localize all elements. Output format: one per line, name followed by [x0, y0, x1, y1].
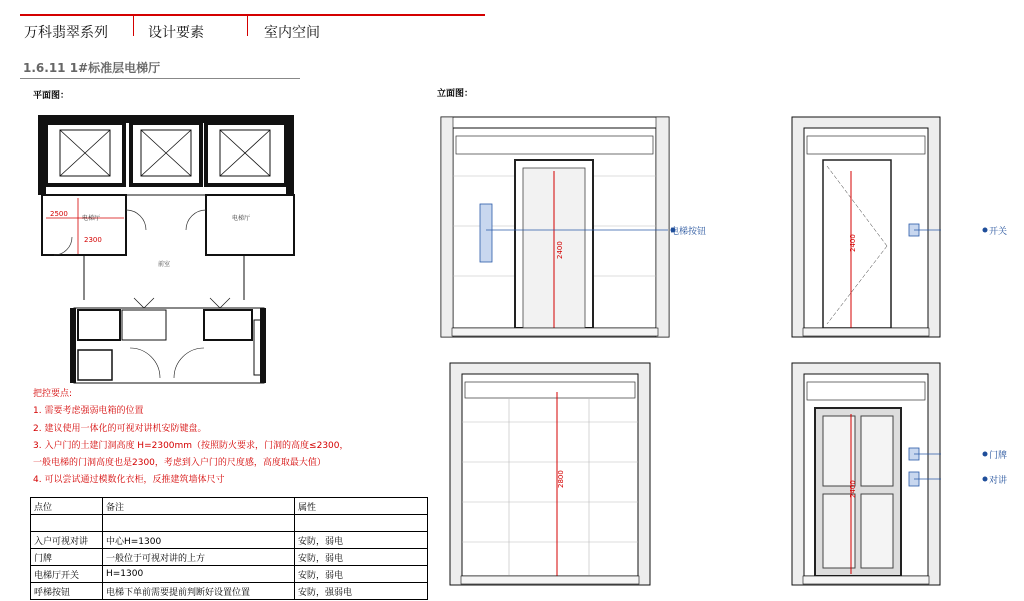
nav-item-series[interactable]: 万科翡翠系列	[24, 25, 108, 41]
plan-room-left: 电梯厅	[82, 215, 101, 222]
table-header: 点位	[31, 498, 103, 515]
callout-switch: 开关	[989, 227, 1008, 237]
plan-room-center: 前室	[158, 261, 171, 268]
note-item: 1. 需要考虑强弱电箱的位置	[33, 406, 144, 417]
callout-elevator-button: 电梯按钮	[670, 227, 707, 237]
section-title: 1.6.11 1#标准层电梯厅	[23, 61, 161, 75]
table-cell: 安防，弱电	[295, 549, 428, 566]
elevation-label: 立面图：	[437, 89, 474, 99]
control-notes	[33, 386, 349, 490]
plan-room-right: 电梯厅	[232, 215, 251, 222]
callout-intercom: 对讲	[989, 476, 1008, 486]
table-row	[31, 566, 428, 583]
elev-a-height: 2400	[556, 241, 564, 259]
callout-dot	[982, 472, 988, 486]
nav-divider	[247, 16, 248, 36]
points-table	[30, 497, 428, 600]
table-cell: 一般位于可视对讲的上方	[103, 549, 295, 566]
floor-plan-drawing	[34, 110, 304, 385]
elev-c-height: 2800	[557, 470, 565, 488]
table-header: 备注	[103, 498, 295, 515]
table-cell: 电梯下单前需要提前判断好设置位置	[103, 583, 295, 600]
elevation-d-drawing	[791, 362, 941, 587]
table-cell: 呼梯按钮	[31, 583, 103, 600]
plan-dim-width: 2500	[50, 210, 68, 218]
header-rule	[20, 14, 485, 16]
table-cell: 门牌	[31, 549, 103, 566]
callout-door-plate: 门牌	[989, 451, 1008, 461]
elev-d-height: 2400	[849, 480, 857, 498]
callout-dot	[982, 223, 988, 237]
nav-item-design-elements[interactable]: 设计要素	[148, 25, 204, 41]
plan-label: 平面图：	[33, 91, 70, 101]
plan-dim-depth: 2300	[84, 236, 102, 244]
table-row	[31, 532, 428, 549]
table-row	[31, 549, 428, 566]
table-cell: 电梯厅开关	[31, 566, 103, 583]
elevation-b-drawing	[791, 116, 941, 338]
table-header-row	[31, 498, 428, 515]
table-cell: 中心H=1300	[103, 532, 295, 549]
table-cell: 安防，弱电	[295, 566, 428, 583]
elevation-c-drawing	[449, 362, 651, 587]
note-item: 3. 入户门的土建门洞高度 H=2300mm（按照防火要求，门洞的高度≤2300，	[33, 440, 349, 451]
table-cell: 安防，强弱电	[295, 583, 428, 600]
elevation-a-drawing	[440, 116, 670, 338]
table-row	[31, 583, 428, 600]
table-row	[31, 515, 428, 532]
nav-item-interior-space[interactable]: 室内空间	[264, 25, 320, 41]
note-item: 2. 建议使用一体化的可视对讲机安防键盘。	[33, 423, 207, 434]
notes-title: 把控要点:	[33, 389, 73, 399]
table-header: 属性	[295, 498, 428, 515]
note-item: 4. 可以尝试通过模数化衣柜，反推建筑墙体尺寸	[33, 475, 225, 486]
table-cell: 入户可视对讲	[31, 532, 103, 549]
elev-b-height: 2400	[849, 234, 857, 252]
note-item: 一般电梯的门洞高度也是2300，考虑到入户门的尺度感，高度取最大值）	[33, 458, 326, 469]
callout-dot	[982, 447, 988, 461]
section-underline	[20, 78, 300, 79]
table-cell: H=1300	[103, 566, 295, 583]
table-cell: 安防，弱电	[295, 532, 428, 549]
nav-divider	[133, 16, 134, 36]
